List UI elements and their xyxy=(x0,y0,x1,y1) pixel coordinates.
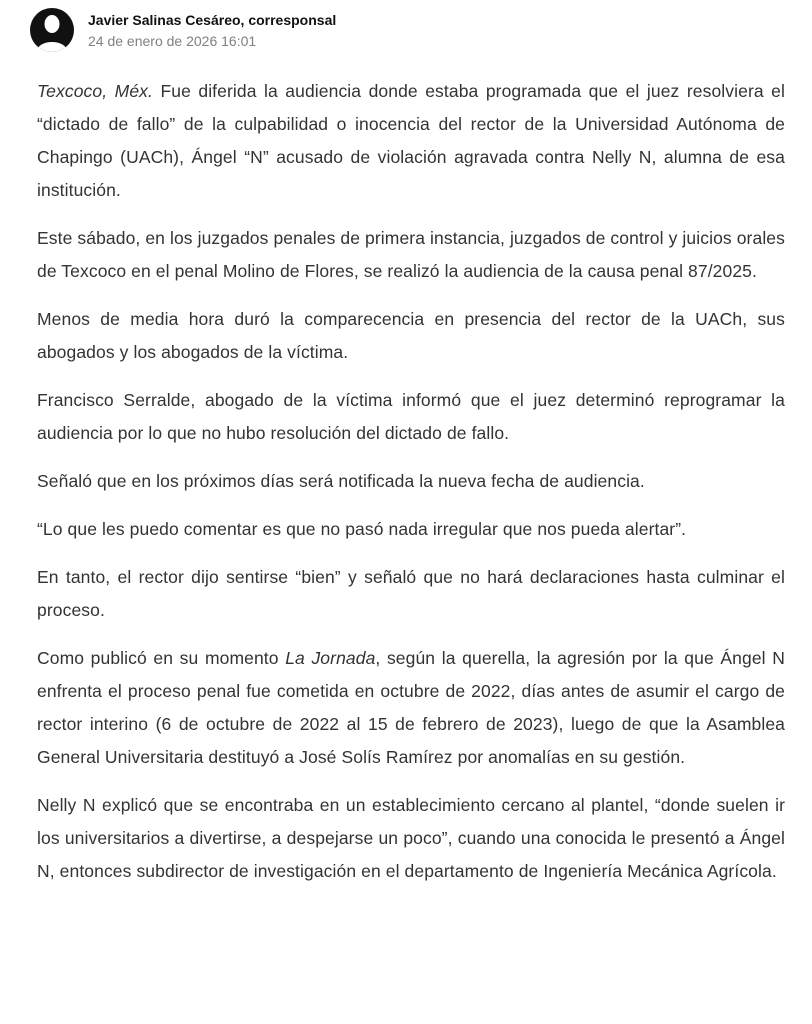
article-paragraph xyxy=(37,75,785,207)
article-paragraph xyxy=(37,222,785,288)
person-icon-head xyxy=(45,15,60,33)
paragraph-segment-italic: Texcoco, Méx. xyxy=(37,81,153,101)
person-icon-shoulders xyxy=(37,42,67,52)
paragraph-segment: Nelly N explicó que se encontraba en un establecimiento cercano al plantel, “donde suelen ir los universitarios a divertirse, a despejarse un poco”, cuando una conocida le presentó a Ángel N, entonces subdirector de investigación en el departamento de Ingeniería Mecánica Agrícola. xyxy=(37,795,785,881)
author-name: Javier Salinas Cesáreo, corresponsal xyxy=(88,11,337,28)
publish-date: 24 de enero de 2026 16:01 xyxy=(88,32,257,49)
paragraph-segment: Francisco Serralde, abogado de la víctima informó que el juez determinó reprogramar la audiencia por lo que no hubo resolución del dictado de fallo. xyxy=(37,390,785,443)
article-byline xyxy=(30,8,785,52)
person-icon xyxy=(30,8,74,52)
paragraph-segment-italic: La Jornada xyxy=(285,648,376,668)
paragraph-segment: “Lo que les puedo comentar es que no pasó nada irregular que nos pueda alertar”. xyxy=(37,519,687,539)
article-paragraph xyxy=(37,561,785,627)
byline-text xyxy=(88,11,336,50)
article-paragraph xyxy=(37,465,785,498)
paragraph-segment: , según la querella, la agresión por la que Ángel N enfrenta el proceso penal fue cometida en octubre de 2022, días antes de asumir el cargo de rector interino (6 de octubre de 2022 al 15 de febrero de 2023), luego de que la Asamblea General Universitaria destituyó a José Solís Ramírez por anomalías en su gestión. xyxy=(37,648,785,767)
paragraph-segment: Señaló que en los próximos días será notificada la nueva fecha de audiencia. xyxy=(37,471,645,491)
paragraph-segment: Menos de media hora duró la comparecencia en presencia del rector de la UACh, sus abogados y los abogados de la víctima. xyxy=(37,309,785,362)
paragraph-segment: Este sábado, en los juzgados penales de primera instancia, juzgados de control y juicios orales de Texcoco en el penal Molino de Flores, se realizó la audiencia de la causa penal 87/2025. xyxy=(37,228,785,281)
paragraph-segment: Fue diferida la audiencia donde estaba programada que el juez resolviera el “dictado de fallo” de la culpabilidad o inocencia del rector de la Universidad Autónoma de Chapingo (UACh), Ángel “N” acusado de violación agravada contra Nelly N, alumna de esa institución. xyxy=(37,81,785,200)
article-body xyxy=(30,75,785,888)
paragraph-segment: Como publicó en su momento xyxy=(37,648,286,668)
paragraph-segment: En tanto, el rector dijo sentirse “bien” y señaló que no hará declaraciones hasta culminar el proceso. xyxy=(37,567,785,620)
article-paragraph xyxy=(37,513,785,546)
article-paragraph xyxy=(37,642,785,774)
article-paragraph xyxy=(37,303,785,369)
article-paragraph xyxy=(37,384,785,450)
article-paragraph xyxy=(37,789,785,888)
